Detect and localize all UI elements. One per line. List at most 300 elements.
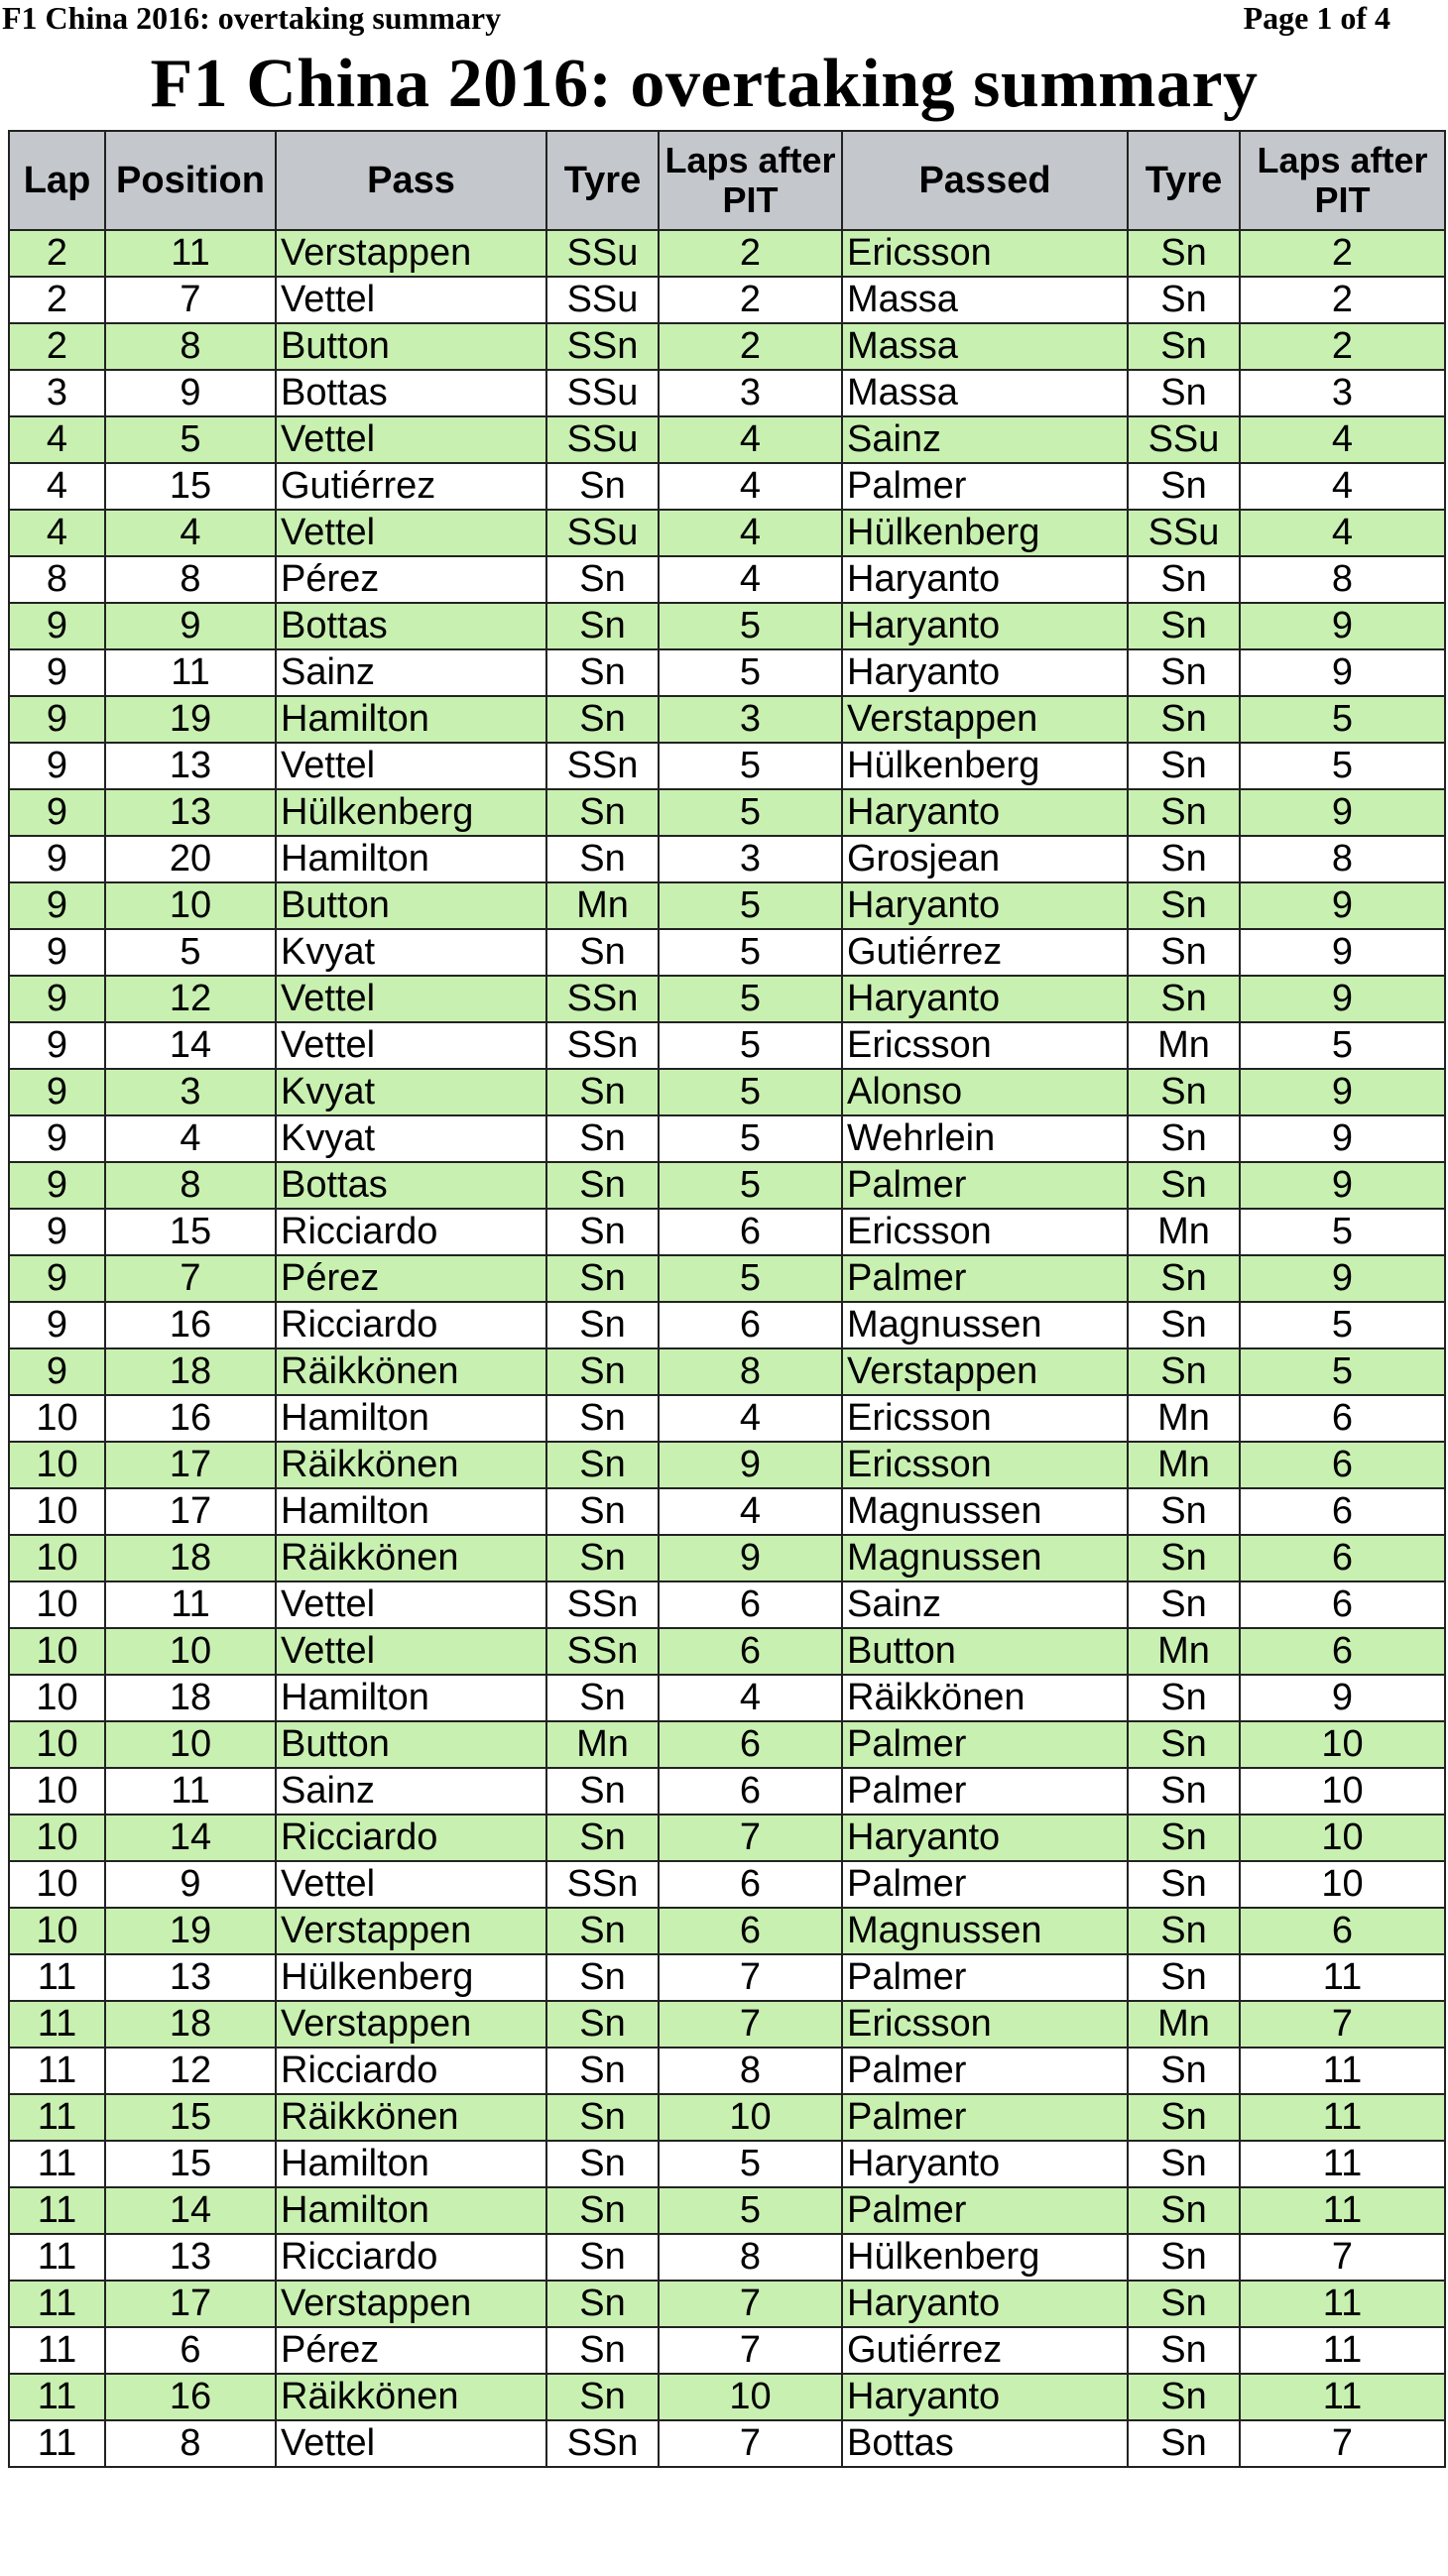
pass-laps-after-pit-cell: 3 bbox=[659, 836, 842, 882]
passed-tyre-cell: Sn bbox=[1128, 882, 1240, 929]
passed-driver-cell: Ericsson bbox=[842, 1442, 1128, 1488]
position-cell: 7 bbox=[105, 277, 276, 323]
table-row bbox=[9, 1721, 1445, 1768]
passed-tyre-cell: Sn bbox=[1128, 789, 1240, 836]
passed-driver-cell: Gutiérrez bbox=[842, 2327, 1128, 2374]
pass-laps-after-pit-cell: 5 bbox=[659, 649, 842, 696]
position-cell: 10 bbox=[105, 882, 276, 929]
passed-laps-after-pit-cell: 11 bbox=[1240, 2327, 1445, 2374]
pass-tyre-cell: Sn bbox=[546, 649, 659, 696]
lap-cell: 11 bbox=[9, 2327, 105, 2374]
passed-driver-cell: Palmer bbox=[842, 1954, 1128, 2001]
lap-cell: 11 bbox=[9, 2141, 105, 2187]
pass-driver-cell: Vettel bbox=[276, 1022, 546, 1069]
pass-driver-cell: Pérez bbox=[276, 556, 546, 603]
page-header bbox=[0, 0, 1448, 40]
passed-tyre-cell: Sn bbox=[1128, 463, 1240, 510]
passed-tyre-cell: Sn bbox=[1128, 2374, 1240, 2420]
passed-tyre-cell: Sn bbox=[1128, 1348, 1240, 1395]
pass-laps-after-pit-cell: 4 bbox=[659, 510, 842, 556]
overtaking-table bbox=[8, 130, 1446, 2468]
passed-laps-after-pit-cell: 6 bbox=[1240, 1488, 1445, 1535]
pass-driver-cell: Vettel bbox=[276, 1861, 546, 1908]
pass-laps-after-pit-cell: 9 bbox=[659, 1442, 842, 1488]
passed-laps-after-pit-cell: 5 bbox=[1240, 743, 1445, 789]
pass-laps-after-pit-cell: 5 bbox=[659, 1115, 842, 1162]
passed-laps-after-pit-cell: 6 bbox=[1240, 1908, 1445, 1954]
lap-cell: 10 bbox=[9, 1395, 105, 1442]
pass-driver-cell: Bottas bbox=[276, 1162, 546, 1209]
column-header-pass: Pass bbox=[276, 131, 546, 230]
pass-laps-after-pit-cell: 4 bbox=[659, 1488, 842, 1535]
passed-tyre-cell: Mn bbox=[1128, 1395, 1240, 1442]
table-row bbox=[9, 1442, 1445, 1488]
passed-driver-cell: Palmer bbox=[842, 2187, 1128, 2234]
pass-tyre-cell: SSn bbox=[546, 2420, 659, 2467]
pass-driver-cell: Vettel bbox=[276, 510, 546, 556]
passed-tyre-cell: Sn bbox=[1128, 1861, 1240, 1908]
pass-laps-after-pit-cell: 6 bbox=[659, 1628, 842, 1675]
passed-tyre-cell: Sn bbox=[1128, 976, 1240, 1022]
table-row bbox=[9, 1115, 1445, 1162]
pass-driver-cell: Verstappen bbox=[276, 2001, 546, 2048]
passed-laps-after-pit-cell: 9 bbox=[1240, 789, 1445, 836]
position-cell: 11 bbox=[105, 1768, 276, 1815]
lap-cell: 9 bbox=[9, 1255, 105, 1302]
table-row bbox=[9, 1209, 1445, 1255]
lap-cell: 2 bbox=[9, 230, 105, 277]
passed-driver-cell: Verstappen bbox=[842, 1348, 1128, 1395]
lap-cell: 11 bbox=[9, 2094, 105, 2141]
passed-tyre-cell: Mn bbox=[1128, 1442, 1240, 1488]
position-cell: 3 bbox=[105, 1069, 276, 1115]
table-row bbox=[9, 1954, 1445, 2001]
lap-cell: 10 bbox=[9, 1675, 105, 1721]
pass-driver-cell: Pérez bbox=[276, 1255, 546, 1302]
table-row bbox=[9, 1255, 1445, 1302]
pass-laps-after-pit-cell: 5 bbox=[659, 929, 842, 976]
pass-laps-after-pit-cell: 5 bbox=[659, 2141, 842, 2187]
position-cell: 6 bbox=[105, 2327, 276, 2374]
passed-laps-after-pit-cell: 11 bbox=[1240, 2187, 1445, 2234]
passed-driver-cell: Haryanto bbox=[842, 1815, 1128, 1861]
passed-laps-after-pit-cell: 11 bbox=[1240, 1954, 1445, 2001]
passed-tyre-cell: Sn bbox=[1128, 649, 1240, 696]
passed-driver-cell: Palmer bbox=[842, 2094, 1128, 2141]
table-row bbox=[9, 1302, 1445, 1348]
passed-laps-after-pit-cell: 10 bbox=[1240, 1768, 1445, 1815]
pass-driver-cell: Ricciardo bbox=[276, 1302, 546, 1348]
passed-tyre-cell: Sn bbox=[1128, 1768, 1240, 1815]
pass-tyre-cell: Sn bbox=[546, 2327, 659, 2374]
pass-tyre-cell: Sn bbox=[546, 2281, 659, 2327]
pass-driver-cell: Verstappen bbox=[276, 1908, 546, 1954]
table-row bbox=[9, 696, 1445, 743]
column-header-tyre: Tyre bbox=[546, 131, 659, 230]
lap-cell: 9 bbox=[9, 649, 105, 696]
table-row bbox=[9, 2187, 1445, 2234]
passed-tyre-cell: Sn bbox=[1128, 556, 1240, 603]
pass-tyre-cell: SSu bbox=[546, 277, 659, 323]
pass-driver-cell: Vettel bbox=[276, 1581, 546, 1628]
lap-cell: 9 bbox=[9, 789, 105, 836]
pass-tyre-cell: Sn bbox=[546, 1488, 659, 1535]
pass-driver-cell: Bottas bbox=[276, 603, 546, 649]
table-row bbox=[9, 1535, 1445, 1581]
passed-driver-cell: Räikkönen bbox=[842, 1675, 1128, 1721]
table-row bbox=[9, 1581, 1445, 1628]
table-row bbox=[9, 2327, 1445, 2374]
passed-laps-after-pit-cell: 4 bbox=[1240, 510, 1445, 556]
lap-cell: 10 bbox=[9, 1908, 105, 1954]
table-row bbox=[9, 836, 1445, 882]
pass-tyre-cell: SSu bbox=[546, 510, 659, 556]
pass-driver-cell: Hamilton bbox=[276, 2187, 546, 2234]
passed-tyre-cell: SSu bbox=[1128, 510, 1240, 556]
passed-laps-after-pit-cell: 9 bbox=[1240, 603, 1445, 649]
position-cell: 15 bbox=[105, 2141, 276, 2187]
lap-cell: 11 bbox=[9, 2048, 105, 2094]
pass-laps-after-pit-cell: 8 bbox=[659, 1348, 842, 1395]
passed-driver-cell: Palmer bbox=[842, 1162, 1128, 1209]
pass-driver-cell: Bottas bbox=[276, 370, 546, 416]
passed-laps-after-pit-cell: 9 bbox=[1240, 649, 1445, 696]
passed-tyre-cell: Sn bbox=[1128, 2281, 1240, 2327]
passed-laps-after-pit-cell: 3 bbox=[1240, 370, 1445, 416]
pass-laps-after-pit-cell: 7 bbox=[659, 2420, 842, 2467]
pass-driver-cell: Verstappen bbox=[276, 230, 546, 277]
column-header-passed: Passed bbox=[842, 131, 1128, 230]
table-row bbox=[9, 2001, 1445, 2048]
position-cell: 15 bbox=[105, 463, 276, 510]
pass-tyre-cell: Sn bbox=[546, 696, 659, 743]
passed-laps-after-pit-cell: 5 bbox=[1240, 1022, 1445, 1069]
lap-cell: 9 bbox=[9, 743, 105, 789]
passed-laps-after-pit-cell: 7 bbox=[1240, 2001, 1445, 2048]
table-row bbox=[9, 2281, 1445, 2327]
lap-cell: 11 bbox=[9, 2187, 105, 2234]
passed-driver-cell: Haryanto bbox=[842, 2374, 1128, 2420]
column-header-position: Position bbox=[105, 131, 276, 230]
passed-laps-after-pit-cell: 10 bbox=[1240, 1861, 1445, 1908]
pass-driver-cell: Räikkönen bbox=[276, 1348, 546, 1395]
position-cell: 8 bbox=[105, 323, 276, 370]
passed-tyre-cell: Sn bbox=[1128, 2420, 1240, 2467]
passed-driver-cell: Hülkenberg bbox=[842, 2234, 1128, 2281]
lap-cell: 9 bbox=[9, 603, 105, 649]
table-row bbox=[9, 1861, 1445, 1908]
lap-cell: 11 bbox=[9, 2374, 105, 2420]
pass-tyre-cell: Sn bbox=[546, 1395, 659, 1442]
pass-laps-after-pit-cell: 5 bbox=[659, 1022, 842, 1069]
position-cell: 12 bbox=[105, 2048, 276, 2094]
pass-tyre-cell: Sn bbox=[546, 2094, 659, 2141]
position-cell: 17 bbox=[105, 2281, 276, 2327]
pass-tyre-cell: SSn bbox=[546, 1861, 659, 1908]
passed-laps-after-pit-cell: 9 bbox=[1240, 1115, 1445, 1162]
pass-driver-cell: Hamilton bbox=[276, 1395, 546, 1442]
position-cell: 14 bbox=[105, 2187, 276, 2234]
passed-laps-after-pit-cell: 9 bbox=[1240, 1069, 1445, 1115]
table-row bbox=[9, 2094, 1445, 2141]
pass-tyre-cell: SSu bbox=[546, 416, 659, 463]
passed-driver-cell: Gutiérrez bbox=[842, 929, 1128, 976]
pass-driver-cell: Ricciardo bbox=[276, 1815, 546, 1861]
passed-driver-cell: Verstappen bbox=[842, 696, 1128, 743]
passed-tyre-cell: Sn bbox=[1128, 1954, 1240, 2001]
table-header bbox=[9, 131, 1445, 230]
passed-laps-after-pit-cell: 5 bbox=[1240, 1209, 1445, 1255]
lap-cell: 9 bbox=[9, 1302, 105, 1348]
position-cell: 11 bbox=[105, 649, 276, 696]
lap-cell: 10 bbox=[9, 1535, 105, 1581]
passed-laps-after-pit-cell: 5 bbox=[1240, 1348, 1445, 1395]
position-cell: 9 bbox=[105, 370, 276, 416]
passed-laps-after-pit-cell: 10 bbox=[1240, 1721, 1445, 1768]
pass-tyre-cell: Sn bbox=[546, 1302, 659, 1348]
passed-driver-cell: Alonso bbox=[842, 1069, 1128, 1115]
position-cell: 8 bbox=[105, 2420, 276, 2467]
passed-driver-cell: Palmer bbox=[842, 1861, 1128, 1908]
lap-cell: 9 bbox=[9, 1162, 105, 1209]
passed-driver-cell: Massa bbox=[842, 277, 1128, 323]
position-cell: 14 bbox=[105, 1022, 276, 1069]
lap-cell: 9 bbox=[9, 1115, 105, 1162]
pass-driver-cell: Button bbox=[276, 882, 546, 929]
passed-laps-after-pit-cell: 11 bbox=[1240, 2094, 1445, 2141]
passed-laps-after-pit-cell: 11 bbox=[1240, 2281, 1445, 2327]
pass-driver-cell: Kvyat bbox=[276, 1115, 546, 1162]
pass-tyre-cell: Sn bbox=[546, 1162, 659, 1209]
lap-cell: 10 bbox=[9, 1815, 105, 1861]
position-cell: 12 bbox=[105, 976, 276, 1022]
lap-cell: 11 bbox=[9, 1954, 105, 2001]
passed-laps-after-pit-cell: 9 bbox=[1240, 929, 1445, 976]
pass-tyre-cell: Sn bbox=[546, 1442, 659, 1488]
passed-driver-cell: Palmer bbox=[842, 1255, 1128, 1302]
pass-tyre-cell: Sn bbox=[546, 2141, 659, 2187]
pass-driver-cell: Verstappen bbox=[276, 2281, 546, 2327]
lap-cell: 9 bbox=[9, 976, 105, 1022]
pass-laps-after-pit-cell: 6 bbox=[659, 1721, 842, 1768]
pass-tyre-cell: Sn bbox=[546, 1209, 659, 1255]
pass-driver-cell: Vettel bbox=[276, 743, 546, 789]
lap-cell: 10 bbox=[9, 1488, 105, 1535]
pass-driver-cell: Hamilton bbox=[276, 1488, 546, 1535]
passed-laps-after-pit-cell: 11 bbox=[1240, 2374, 1445, 2420]
passed-tyre-cell: Sn bbox=[1128, 1721, 1240, 1768]
passed-laps-after-pit-cell: 7 bbox=[1240, 2234, 1445, 2281]
position-cell: 7 bbox=[105, 1255, 276, 1302]
pass-laps-after-pit-cell: 5 bbox=[659, 789, 842, 836]
position-cell: 15 bbox=[105, 2094, 276, 2141]
pass-driver-cell: Ricciardo bbox=[276, 2048, 546, 2094]
passed-tyre-cell: Mn bbox=[1128, 2001, 1240, 2048]
document-title: F1 China 2016: overtaking summary bbox=[150, 46, 1259, 122]
pass-tyre-cell: SSn bbox=[546, 1628, 659, 1675]
position-cell: 11 bbox=[105, 1581, 276, 1628]
pass-laps-after-pit-cell: 4 bbox=[659, 1675, 842, 1721]
passed-tyre-cell: Sn bbox=[1128, 2048, 1240, 2094]
pass-laps-after-pit-cell: 6 bbox=[659, 1209, 842, 1255]
passed-tyre-cell: Sn bbox=[1128, 929, 1240, 976]
position-cell: 18 bbox=[105, 2001, 276, 2048]
lap-cell: 9 bbox=[9, 882, 105, 929]
table-row bbox=[9, 929, 1445, 976]
pass-driver-cell: Ricciardo bbox=[276, 1209, 546, 1255]
position-cell: 17 bbox=[105, 1442, 276, 1488]
pass-driver-cell: Hamilton bbox=[276, 2141, 546, 2187]
lap-cell: 4 bbox=[9, 416, 105, 463]
table-body bbox=[9, 230, 1445, 2467]
passed-driver-cell: Sainz bbox=[842, 416, 1128, 463]
pass-tyre-cell: Sn bbox=[546, 2048, 659, 2094]
pass-laps-after-pit-cell: 5 bbox=[659, 882, 842, 929]
passed-tyre-cell: Mn bbox=[1128, 1628, 1240, 1675]
pass-driver-cell: Kvyat bbox=[276, 1069, 546, 1115]
passed-tyre-cell: Sn bbox=[1128, 1302, 1240, 1348]
table-row bbox=[9, 1162, 1445, 1209]
passed-laps-after-pit-cell: 2 bbox=[1240, 230, 1445, 277]
passed-driver-cell: Palmer bbox=[842, 463, 1128, 510]
pass-laps-after-pit-cell: 7 bbox=[659, 2001, 842, 2048]
pass-driver-cell: Button bbox=[276, 323, 546, 370]
passed-driver-cell: Haryanto bbox=[842, 556, 1128, 603]
passed-driver-cell: Massa bbox=[842, 370, 1128, 416]
pass-tyre-cell: Sn bbox=[546, 463, 659, 510]
lap-cell: 9 bbox=[9, 1348, 105, 1395]
lap-cell: 10 bbox=[9, 1768, 105, 1815]
pass-laps-after-pit-cell: 7 bbox=[659, 2281, 842, 2327]
pass-driver-cell: Sainz bbox=[276, 1768, 546, 1815]
table-row bbox=[9, 1348, 1445, 1395]
passed-laps-after-pit-cell: 6 bbox=[1240, 1442, 1445, 1488]
pass-tyre-cell: Sn bbox=[546, 1675, 659, 1721]
passed-tyre-cell: Sn bbox=[1128, 1255, 1240, 1302]
column-header-passed-laps-after-pit-label: Laps after PIT bbox=[1257, 140, 1428, 220]
lap-cell: 11 bbox=[9, 2420, 105, 2467]
pass-tyre-cell: Sn bbox=[546, 1954, 659, 2001]
pass-tyre-cell: Sn bbox=[546, 2234, 659, 2281]
table-row bbox=[9, 510, 1445, 556]
table-row bbox=[9, 882, 1445, 929]
header-row bbox=[9, 131, 1445, 230]
pass-driver-cell: Pérez bbox=[276, 2327, 546, 2374]
position-cell: 8 bbox=[105, 1162, 276, 1209]
passed-driver-cell: Ericsson bbox=[842, 2001, 1128, 2048]
lap-cell: 11 bbox=[9, 2234, 105, 2281]
pass-laps-after-pit-cell: 7 bbox=[659, 2327, 842, 2374]
table-row bbox=[9, 976, 1445, 1022]
passed-driver-cell: Magnussen bbox=[842, 1535, 1128, 1581]
passed-driver-cell: Palmer bbox=[842, 1721, 1128, 1768]
pass-tyre-cell: Sn bbox=[546, 789, 659, 836]
table-row bbox=[9, 2234, 1445, 2281]
table-row bbox=[9, 789, 1445, 836]
passed-driver-cell: Ericsson bbox=[842, 1022, 1128, 1069]
table-row bbox=[9, 1395, 1445, 1442]
passed-driver-cell: Haryanto bbox=[842, 976, 1128, 1022]
passed-driver-cell: Haryanto bbox=[842, 603, 1128, 649]
passed-tyre-cell: Sn bbox=[1128, 1675, 1240, 1721]
pass-driver-cell: Vettel bbox=[276, 976, 546, 1022]
pass-driver-cell: Vettel bbox=[276, 1628, 546, 1675]
position-cell: 13 bbox=[105, 2234, 276, 2281]
pass-laps-after-pit-cell: 5 bbox=[659, 743, 842, 789]
pass-driver-cell: Button bbox=[276, 1721, 546, 1768]
pass-laps-after-pit-cell: 9 bbox=[659, 1535, 842, 1581]
passed-tyre-cell: Mn bbox=[1128, 1209, 1240, 1255]
passed-laps-after-pit-cell: 4 bbox=[1240, 463, 1445, 510]
passed-tyre-cell: Sn bbox=[1128, 2234, 1240, 2281]
pass-tyre-cell: Mn bbox=[546, 1721, 659, 1768]
position-cell: 16 bbox=[105, 1395, 276, 1442]
position-cell: 20 bbox=[105, 836, 276, 882]
passed-tyre-cell: Sn bbox=[1128, 2327, 1240, 2374]
passed-tyre-cell: Sn bbox=[1128, 277, 1240, 323]
pass-laps-after-pit-cell: 2 bbox=[659, 323, 842, 370]
table-row bbox=[9, 1908, 1445, 1954]
passed-laps-after-pit-cell: 2 bbox=[1240, 323, 1445, 370]
passed-driver-cell: Haryanto bbox=[842, 2141, 1128, 2187]
passed-driver-cell: Sainz bbox=[842, 1581, 1128, 1628]
pass-laps-after-pit-cell: 8 bbox=[659, 2234, 842, 2281]
lap-cell: 3 bbox=[9, 370, 105, 416]
lap-cell: 4 bbox=[9, 510, 105, 556]
lap-cell: 9 bbox=[9, 1022, 105, 1069]
pass-driver-cell: Hülkenberg bbox=[276, 1954, 546, 2001]
passed-tyre-cell: Sn bbox=[1128, 230, 1240, 277]
pass-tyre-cell: Sn bbox=[546, 1768, 659, 1815]
column-header-passed-tyre: Tyre bbox=[1128, 131, 1240, 230]
passed-tyre-cell: Sn bbox=[1128, 1535, 1240, 1581]
passed-driver-cell: Grosjean bbox=[842, 836, 1128, 882]
lap-cell: 11 bbox=[9, 2281, 105, 2327]
pass-driver-cell: Hamilton bbox=[276, 1675, 546, 1721]
pass-tyre-cell: Sn bbox=[546, 2187, 659, 2234]
pass-driver-cell: Hamilton bbox=[276, 836, 546, 882]
pass-tyre-cell: Sn bbox=[546, 1115, 659, 1162]
pass-laps-after-pit-cell: 6 bbox=[659, 1302, 842, 1348]
table-row bbox=[9, 1069, 1445, 1115]
passed-tyre-cell: Sn bbox=[1128, 370, 1240, 416]
passed-laps-after-pit-cell: 6 bbox=[1240, 1535, 1445, 1581]
passed-driver-cell: Button bbox=[842, 1628, 1128, 1675]
pass-laps-after-pit-cell: 5 bbox=[659, 1162, 842, 1209]
passed-laps-after-pit-cell: 7 bbox=[1240, 2420, 1445, 2467]
passed-tyre-cell: Sn bbox=[1128, 2187, 1240, 2234]
table-row bbox=[9, 1815, 1445, 1861]
pass-driver-cell: Räikkönen bbox=[276, 1442, 546, 1488]
table-row bbox=[9, 277, 1445, 323]
pass-laps-after-pit-cell: 4 bbox=[659, 1395, 842, 1442]
pass-tyre-cell: Sn bbox=[546, 2001, 659, 2048]
pass-tyre-cell: Sn bbox=[546, 1255, 659, 1302]
pass-tyre-cell: SSu bbox=[546, 370, 659, 416]
passed-driver-cell: Ericsson bbox=[842, 230, 1128, 277]
position-cell: 19 bbox=[105, 696, 276, 743]
column-header-passed-laps-after-pit bbox=[1240, 131, 1445, 230]
page-header-title: F1 China 2016: overtaking summary bbox=[2, 0, 502, 36]
table-row bbox=[9, 416, 1445, 463]
lap-cell: 9 bbox=[9, 1209, 105, 1255]
pass-tyre-cell: Sn bbox=[546, 1815, 659, 1861]
table-row bbox=[9, 1675, 1445, 1721]
passed-laps-after-pit-cell: 8 bbox=[1240, 836, 1445, 882]
passed-tyre-cell: Sn bbox=[1128, 1069, 1240, 1115]
pass-laps-after-pit-cell: 2 bbox=[659, 230, 842, 277]
passed-driver-cell: Haryanto bbox=[842, 882, 1128, 929]
